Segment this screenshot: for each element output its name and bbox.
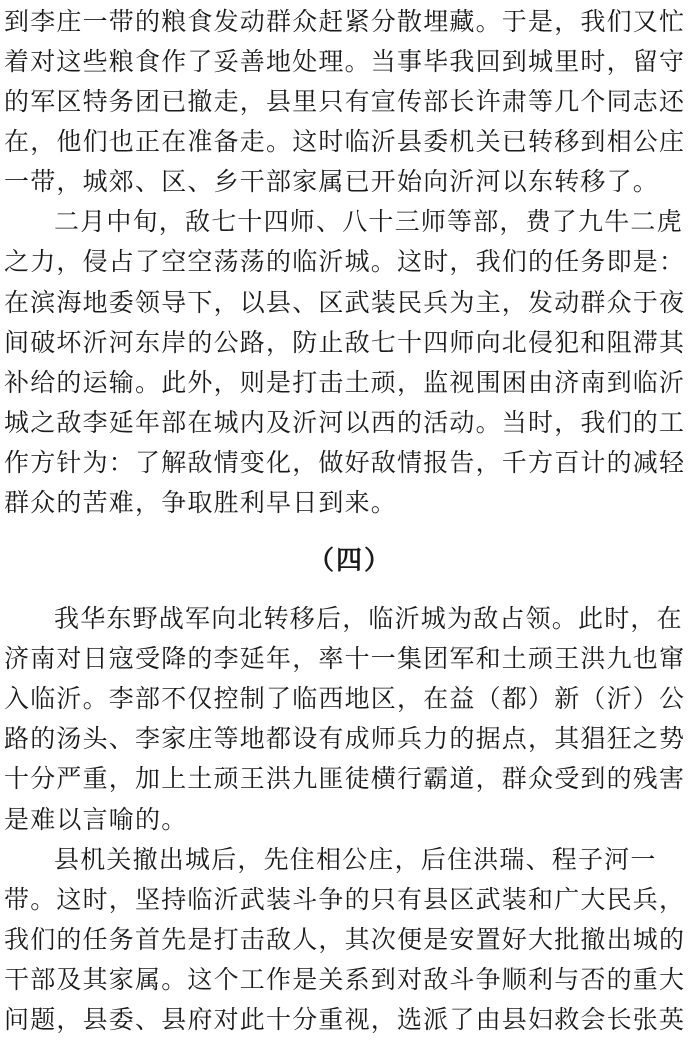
text-line: 济南对日寇受降的李延年，率十一集团军和土顽王洪九也窜 [4, 644, 686, 674]
text-line: 在滨海地委领导下，以县、区武装民兵为主，发动群众于夜 [4, 287, 686, 317]
text-line: 的军区特务团已撤走，县里只有宣传部长许肃等几个同志还 [4, 87, 686, 117]
text-line: 我们的任务首先是打击敌人，其次便是安置好大批撤出城的 [4, 924, 686, 954]
text-line: 县机关撤出城后，先住相公庄，后住洪瑞、程子河一 [54, 844, 657, 874]
text-line: 作方针为：了解敌情变化，做好敌情报告，千方百计的减轻 [4, 447, 686, 477]
text-line: 十分严重，加上土顽王洪九匪徒横行霸道，群众受到的残害 [4, 764, 686, 794]
text-line: 群众的苦难，争取胜利早日到来。 [4, 487, 398, 517]
text-line: 干部及其家属。这个工作是关系到对敌斗争顺利与否的重大 [4, 964, 686, 994]
text-line: 带。这时，坚持临沂武装斗争的只有县区武装和广大民兵， [4, 884, 686, 914]
text-line: 在，他们也正在准备走。这时临沂县委机关已转移到相公庄 [4, 127, 686, 157]
text-line: 城之敌李延年部在城内及沂河以西的活动。当时，我们的工 [4, 407, 686, 437]
text-line: 问题，县委、县府对此十分重视，选派了由县妇救会长张英 [4, 1004, 686, 1034]
text-line: 二月中旬，敌七十四师、八十三师等部，费了九牛二虎 [54, 207, 683, 237]
text-line: 是难以言喻的。 [4, 804, 188, 834]
text-line: 一带，城郊、区、乡干部家属已开始向沂河以东转移了。 [4, 167, 660, 197]
text-line: 之力，侵占了空空荡荡的临沂城。这时，我们的任务即是： [4, 247, 686, 277]
text-line: 补给的运输。此外，则是打击土顽，监视围困由济南到临沂 [4, 367, 686, 397]
text-line: 路的汤头、李家庄等地都设有成师兵力的据点，其猖狂之势 [4, 724, 686, 754]
text-line: 间破坏沂河东岸的公路，防止敌七十四师向北侵犯和阻滞其 [4, 327, 686, 357]
text-line: 我华东野战军向北转移后，临沂城为敌占领。此时，在 [54, 604, 683, 634]
text-line: 到李庄一带的粮食发动群众赶紧分散埋藏。于是，我们又忙 [4, 7, 686, 36]
section-heading: （四） [307, 546, 392, 577]
text-line: 入临沂。李部不仅控制了临西地区，在益（都）新（沂）公 [4, 684, 686, 714]
text-line: 着对这些粮食作了妥善地处理。当事毕我回到城里时，留守 [4, 47, 686, 77]
